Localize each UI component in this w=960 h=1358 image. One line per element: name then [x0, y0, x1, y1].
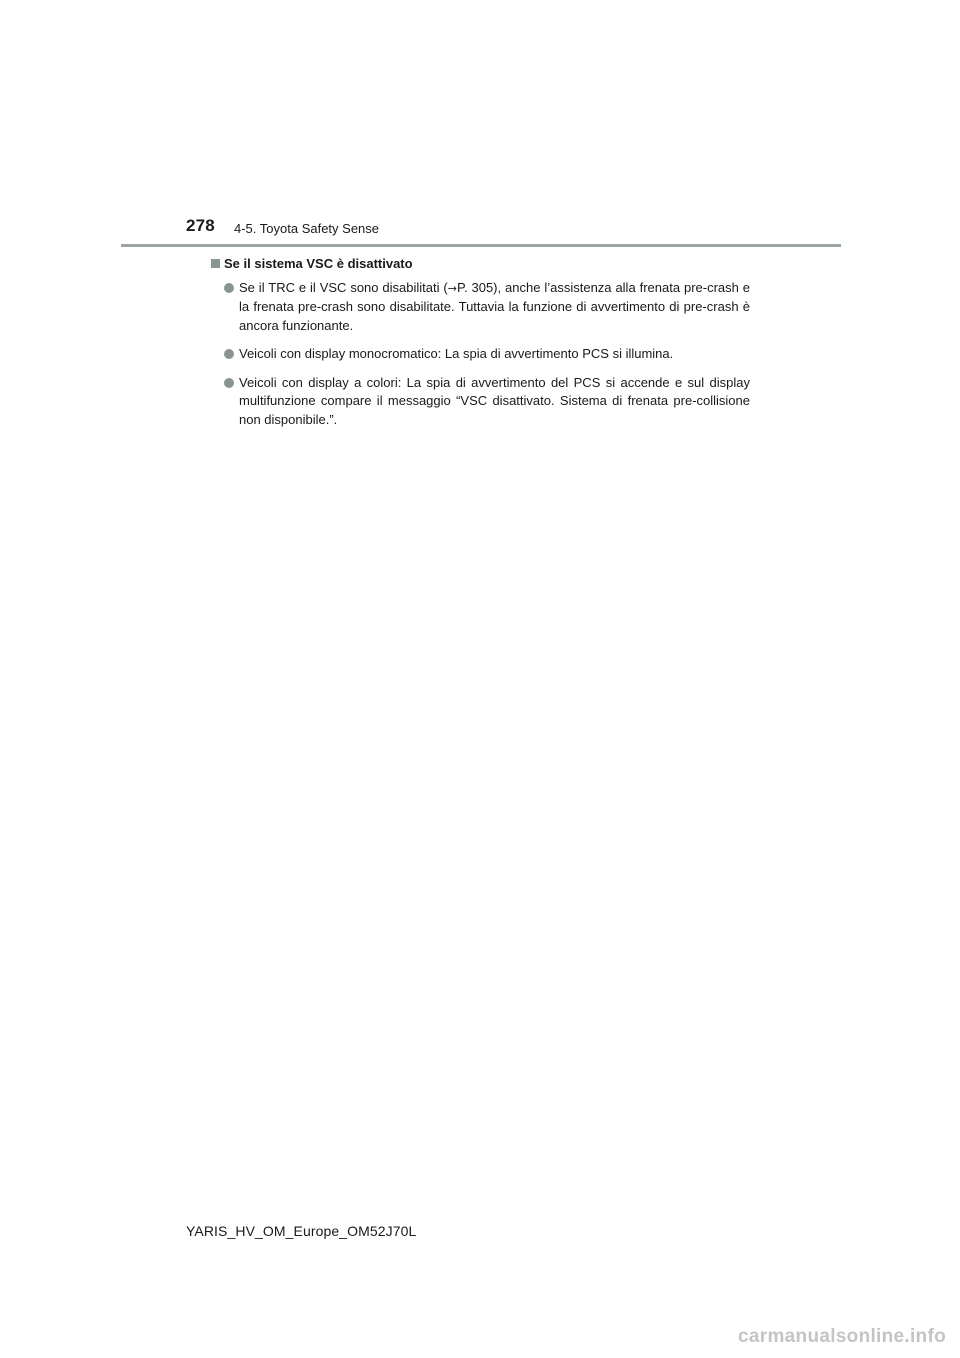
circle-bullet-icon: [224, 378, 234, 388]
content: [210, 255, 750, 439]
bullet-text: Veicoli con display monocromatico: La spia di avvertimento PCS si illumina.: [239, 346, 674, 361]
page-number: 278: [186, 216, 215, 235]
square-bullet-icon: [211, 259, 220, 268]
bullet-text: Veicoli con display a colori: La spia di avvertimento del PCS si accende e sul display multifunzione compare il messaggio “VSC disattivato. Sistema di frenata pre-collisione non disponibile.”.: [239, 374, 750, 427]
heading-text: Se il sistema VSC è disattivato: [224, 256, 413, 271]
circle-bullet-icon: [224, 283, 234, 293]
bullet-item: [210, 279, 750, 336]
footer-doc-id: YARIS_HV_OM_Europe_OM52J70L: [186, 1223, 417, 1239]
watermark: carmanualsonline.info: [738, 1326, 946, 1347]
heading: [210, 255, 750, 274]
header-rule: [121, 244, 841, 247]
bullet-text-end: P. 305), anche l’assistenza alla frenata pre-crash e la frenata pre-crash sono disabilitate. Tuttavia la funzione di avvertimento di pre-crash è ancora funzionante.: [239, 279, 751, 333]
bullet-item: [210, 374, 750, 430]
bullet-text-start: Se il TRC e il VSC sono disabilitati (: [239, 279, 448, 295]
arrow-icon: →: [447, 281, 457, 295]
bullet-item: [210, 345, 750, 364]
circle-bullet-icon: [224, 349, 234, 359]
section-title: 4-5. Toyota Safety Sense: [234, 221, 380, 236]
